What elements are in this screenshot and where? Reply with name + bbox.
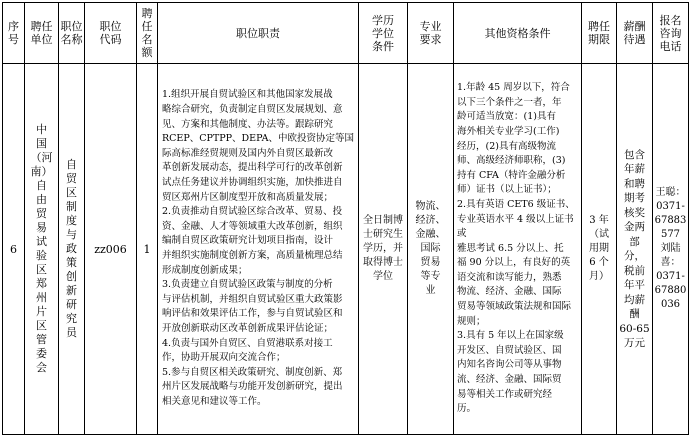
duty-line: 试点任务建议并协调组织实施，加快推进自 bbox=[162, 177, 343, 189]
salary-line: 均薪 bbox=[624, 293, 645, 306]
salary-line: 年薪 bbox=[624, 163, 645, 175]
job-name-text: 员 bbox=[66, 326, 77, 339]
education-line: 全日制博 bbox=[363, 215, 403, 226]
unit-text: 试 bbox=[36, 235, 47, 248]
job-name-text: 政 bbox=[66, 242, 77, 255]
qualification-line: 持有 CFA（特许金融分析 bbox=[457, 169, 566, 181]
contact-line: 王聪： bbox=[655, 187, 686, 198]
unit-text: 管 bbox=[36, 333, 47, 346]
job-name-text: 制 bbox=[66, 200, 77, 213]
salary-line: 税前 bbox=[624, 264, 645, 277]
qualification-line: 物流、经济、金融、国际 bbox=[457, 286, 562, 298]
quota-cell: 1 bbox=[137, 64, 158, 435]
header-unit: 聘任 单位 bbox=[25, 3, 59, 64]
job-name-text: 究 bbox=[66, 312, 77, 325]
major-line: 业 bbox=[425, 285, 436, 296]
major-line: 物流、 bbox=[415, 201, 446, 212]
qualification-line: 历。 bbox=[457, 403, 477, 415]
term-line: 3 年 bbox=[589, 215, 609, 226]
qualification-line: 开发区、自贸试验区、国 bbox=[457, 344, 562, 356]
duty-line: 形成制度创新成果； bbox=[162, 264, 248, 276]
duty-line: 州片区发展战略与功能开发创新研究，提出 bbox=[162, 381, 343, 393]
education-line: 学历，并 bbox=[363, 243, 403, 254]
job-name-text: 与 bbox=[66, 228, 77, 241]
job-name-text: 贸 bbox=[66, 172, 77, 185]
header-seq: 序 号 bbox=[3, 3, 25, 64]
qualification-line: 福 90 分以上，有良好的英 bbox=[457, 257, 571, 269]
education-line: 士研究生 bbox=[363, 229, 403, 240]
job-name-text: 自 bbox=[66, 158, 77, 171]
job-name-text: 度 bbox=[66, 214, 77, 227]
job-name-text: 创 bbox=[66, 270, 77, 283]
qualification-line: 雅思考试 6.5 分以上、托 bbox=[457, 242, 564, 254]
contact-line: 67883 bbox=[654, 215, 687, 226]
unit-text: 国 bbox=[36, 137, 47, 150]
header-salary: 薪酬 待遇 bbox=[617, 3, 653, 64]
contact-line: 0371- bbox=[656, 271, 685, 282]
contact-line: 577 bbox=[660, 229, 681, 240]
unit-text: 验 bbox=[36, 249, 47, 262]
qualification-line: 内知名咨询公司等从事物 bbox=[457, 359, 562, 371]
contact-line: 喜： bbox=[660, 257, 681, 268]
header-major: 专业 要求 bbox=[408, 3, 454, 64]
qualification-line: 龄可适当放宽：(1)具有 bbox=[457, 111, 556, 123]
unit-text: （河 bbox=[30, 151, 53, 164]
contact-cell bbox=[653, 64, 689, 435]
job-name-text: 策 bbox=[66, 256, 77, 269]
job-name-text: 新 bbox=[66, 284, 77, 297]
qualification-line: 经历，(2)具有高级物流 bbox=[457, 140, 556, 152]
qualification-line: 规则； bbox=[457, 315, 486, 327]
duty-line: 革创新发展动态，提出科学可行的改革创新 bbox=[162, 162, 343, 174]
duty-line: RCEP、CPTPP、DEPA、中欧投资协定等国 bbox=[162, 133, 354, 145]
major-line: 国际 bbox=[420, 243, 441, 254]
duty-line: 略综合研究，负责制定自贸区发展规划、意 bbox=[162, 104, 343, 116]
qualification-line: 流、经济、金融、国际贸 bbox=[457, 374, 562, 386]
salary-line: 核奖 bbox=[624, 206, 645, 219]
job-name-cell bbox=[59, 64, 85, 435]
header-quota: 聘 任 名 额 bbox=[137, 3, 158, 64]
duty-line: 2.负责推动自贸试验区综合改革、贸易、投 bbox=[162, 206, 343, 218]
qualification-line: 易等相关工作或研究经 bbox=[457, 388, 553, 400]
salary-line: 分， bbox=[624, 250, 645, 262]
job-name-text: 研 bbox=[66, 298, 77, 311]
salary-line: 金两 bbox=[624, 221, 645, 233]
duty-line: 相关意见和建议等工作。 bbox=[162, 395, 267, 407]
salary-line: 期考 bbox=[624, 192, 645, 204]
qualification-line: 师）证书（以上证书）； bbox=[457, 184, 557, 196]
header-job-code: 职位 代码 bbox=[85, 3, 137, 64]
header-duties: 职位职责 bbox=[158, 3, 359, 64]
duty-line: 响评估和效果评估工作，参与自贸试验区和 bbox=[162, 308, 343, 320]
unit-text: 南） bbox=[30, 165, 53, 178]
major-line: 贸易 bbox=[420, 257, 441, 268]
header-education: 学历 学位 条件 bbox=[359, 3, 408, 64]
qualification-line: 3.具有 5 年以上在国家级 bbox=[457, 330, 564, 342]
duties-cell bbox=[158, 64, 359, 435]
unit-text: 片 bbox=[36, 305, 47, 318]
qualification-line: 2.具有英语 CET6 级证书、 bbox=[457, 198, 575, 210]
table-row bbox=[3, 64, 689, 435]
unit-text: 会 bbox=[36, 361, 47, 374]
seq-cell: 6 bbox=[3, 64, 25, 435]
duty-line: 4.负责与国外自贸区、自贸港联系对接工 bbox=[162, 337, 333, 349]
job-name-text: 区 bbox=[66, 186, 77, 199]
unit-text: 由 bbox=[36, 193, 47, 206]
qualification-line: 语交流和读写能力，熟悉 bbox=[457, 271, 562, 283]
unit-text: 区 bbox=[36, 319, 47, 332]
salary-cell bbox=[617, 64, 653, 435]
unit-text: 委 bbox=[36, 347, 47, 360]
education-line: 取得博士 bbox=[363, 257, 403, 268]
term-line: 月） bbox=[589, 271, 609, 282]
unit-text: 贸 bbox=[36, 207, 47, 220]
salary-line: 和聘 bbox=[624, 177, 645, 190]
major-line: 经济、 bbox=[415, 215, 446, 226]
qualification-line: 1.年龄 45 周岁以下，符合 bbox=[457, 82, 570, 94]
contact-line: 0371- bbox=[656, 201, 685, 212]
major-line: 等专 bbox=[420, 271, 441, 282]
salary-line: 酬 bbox=[629, 308, 640, 320]
education-line: 学位 bbox=[373, 271, 393, 282]
duty-line: 1.组织开展自贸试验区和其他国家发展战 bbox=[162, 89, 333, 101]
salary-line: 60-65 bbox=[619, 322, 650, 335]
duty-line: 5.参与自贸区相关政策研究、制度创新、郑 bbox=[162, 366, 343, 378]
duty-line: 并组织实施制度创新方案，高质量梳理总结 bbox=[162, 250, 343, 261]
salary-line: 万元 bbox=[624, 337, 645, 349]
duty-line: 编制自贸区政策研究计划项目指南，设计 bbox=[162, 235, 334, 247]
unit-text: 易 bbox=[36, 221, 47, 234]
contact-line: 036 bbox=[660, 299, 681, 310]
unit-text: 郑 bbox=[36, 277, 47, 290]
salary-line: 年平 bbox=[624, 279, 645, 291]
duty-line: 贸区郑州片区制度型开放和高质量发展； bbox=[162, 191, 334, 203]
header-job-name: 职位 名称 bbox=[59, 3, 85, 64]
job-code-cell: zz006 bbox=[85, 64, 137, 435]
recruitment-table bbox=[2, 2, 689, 435]
duty-line: 资、金融、人才等领域重大改革创新，组织 bbox=[162, 220, 343, 232]
duty-line: 开放创新联动区改革创新成果评估论证； bbox=[162, 322, 334, 334]
unit-cell bbox=[25, 64, 59, 435]
salary-line: 包含 bbox=[624, 148, 645, 161]
header-contact: 报名 咨询 电话 bbox=[653, 3, 689, 64]
unit-text: 区 bbox=[36, 263, 47, 276]
term-line: 6 个 bbox=[589, 257, 609, 268]
unit-text: 中 bbox=[36, 123, 47, 136]
major-cell bbox=[408, 64, 454, 435]
header-other: 其他资格条件 bbox=[454, 3, 582, 64]
qualification-line: 专业英语水平 4 级以上证书或 bbox=[457, 213, 574, 240]
qualification-line: 海外相关专业学习(工作) bbox=[457, 125, 560, 137]
header-term: 聘任 期限 bbox=[582, 3, 617, 64]
duty-line: 际高标准经贸规则及国内外自贸区最新改 bbox=[162, 147, 334, 159]
duty-line: 作，协助开展双向交流合作； bbox=[162, 352, 286, 364]
qualification-line: 贸易等领域政策法规和国际 bbox=[457, 301, 572, 313]
other-qualifications-cell bbox=[454, 64, 582, 435]
qualification-line: 师、高级经济师职称，(3) bbox=[457, 155, 566, 167]
qualification-line: 以下三个条件之一者，年 bbox=[457, 96, 562, 108]
duty-line: 见、方案和其他制度、办法等。跟踪研究 bbox=[162, 118, 334, 130]
duty-line: 3.负责建立自贸试验区政策与制度的分析 bbox=[162, 279, 333, 291]
unit-text: 州 bbox=[36, 291, 47, 304]
contact-line: 刘陆 bbox=[660, 243, 681, 254]
major-line: 金融、 bbox=[415, 229, 446, 240]
salary-line: 部 bbox=[629, 235, 640, 248]
education-cell bbox=[359, 64, 408, 435]
duty-line: 与评估机制，并组织自贸试验区重大政策影 bbox=[162, 293, 343, 305]
unit-text: 自 bbox=[36, 179, 47, 192]
header-row bbox=[3, 3, 689, 64]
term-line: （试 bbox=[589, 229, 609, 240]
contact-line: 67880 bbox=[654, 285, 687, 296]
term-line: 用期 bbox=[589, 243, 609, 254]
term-cell bbox=[582, 64, 617, 435]
